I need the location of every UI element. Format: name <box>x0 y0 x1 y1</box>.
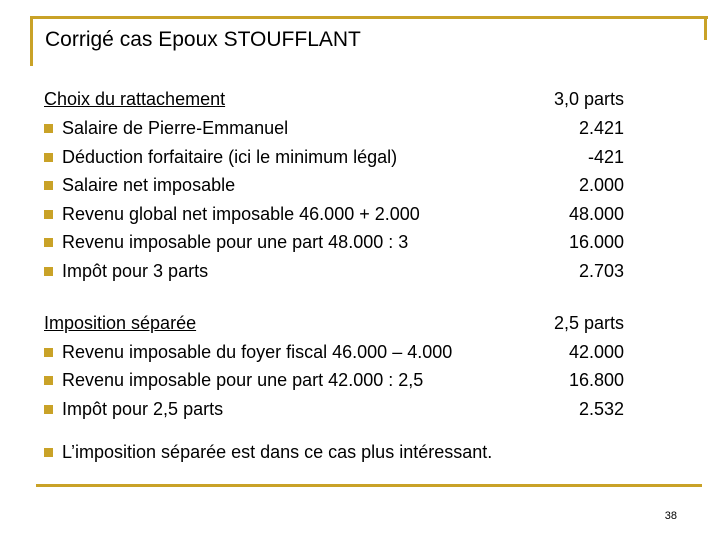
item-value: -421 <box>587 147 624 167</box>
item-label: Impôt pour 2,5 parts <box>62 399 224 419</box>
item-label: Revenu imposable pour une part 48.000 : 3 <box>62 232 409 252</box>
square-bullet-icon <box>44 153 53 162</box>
square-bullet-icon <box>44 405 53 414</box>
item-value: 2.000 <box>578 175 624 195</box>
title-frame-edge <box>704 16 707 40</box>
list-item <box>44 144 624 170</box>
square-bullet-icon <box>44 267 53 276</box>
section1-heading-value: 3,0 parts <box>553 89 624 109</box>
item-label: Revenu imposable pour une part 42.000 : 2,5 <box>62 370 424 390</box>
item-label: Impôt pour 3 parts <box>62 261 209 281</box>
list-item <box>44 258 624 284</box>
page-number: 38 <box>664 510 677 522</box>
square-bullet-icon <box>44 348 53 357</box>
item-label: Revenu global net imposable 46.000 + 2.000 <box>62 204 420 224</box>
item-label: Revenu imposable du foyer fiscal 46.000 – 4.000 <box>62 342 453 362</box>
item-value: 16.800 <box>568 370 624 390</box>
square-bullet-icon <box>44 376 53 385</box>
item-value: 2.703 <box>578 261 624 281</box>
list-item <box>44 367 624 393</box>
bottom-rule <box>36 484 702 487</box>
item-label: Salaire net imposable <box>62 175 236 195</box>
list-item <box>44 396 624 422</box>
item-label: Salaire de Pierre-Emmanuel <box>62 118 289 138</box>
square-bullet-icon <box>44 181 53 190</box>
item-label: Déduction forfaitaire (ici le minimum légal) <box>62 147 398 167</box>
item-value: 48.000 <box>568 204 624 224</box>
slide-title: Corrigé cas Epoux STOUFFLANT <box>45 28 361 51</box>
square-bullet-icon <box>44 210 53 219</box>
item-value: 2.532 <box>578 399 624 419</box>
square-bullet-icon <box>44 448 53 457</box>
list-item <box>44 201 624 227</box>
item-value: 16.000 <box>568 232 624 252</box>
section1-heading-row <box>44 86 624 112</box>
section2-heading-row <box>44 310 624 336</box>
square-bullet-icon <box>44 124 53 133</box>
list-item <box>44 115 624 141</box>
square-bullet-icon <box>44 238 53 247</box>
conclusion-text: L’imposition séparée est dans ce cas plus intéressant. <box>62 442 493 462</box>
section2-heading-value: 2,5 parts <box>553 313 624 333</box>
section1-heading: Choix du rattachement <box>44 89 226 109</box>
item-value: 42.000 <box>568 342 624 362</box>
list-item <box>44 172 624 198</box>
item-value: 2.421 <box>578 118 624 138</box>
list-item <box>44 229 624 255</box>
section2-heading: Imposition séparée <box>44 313 197 333</box>
list-item <box>44 339 624 365</box>
conclusion-item <box>44 439 684 465</box>
